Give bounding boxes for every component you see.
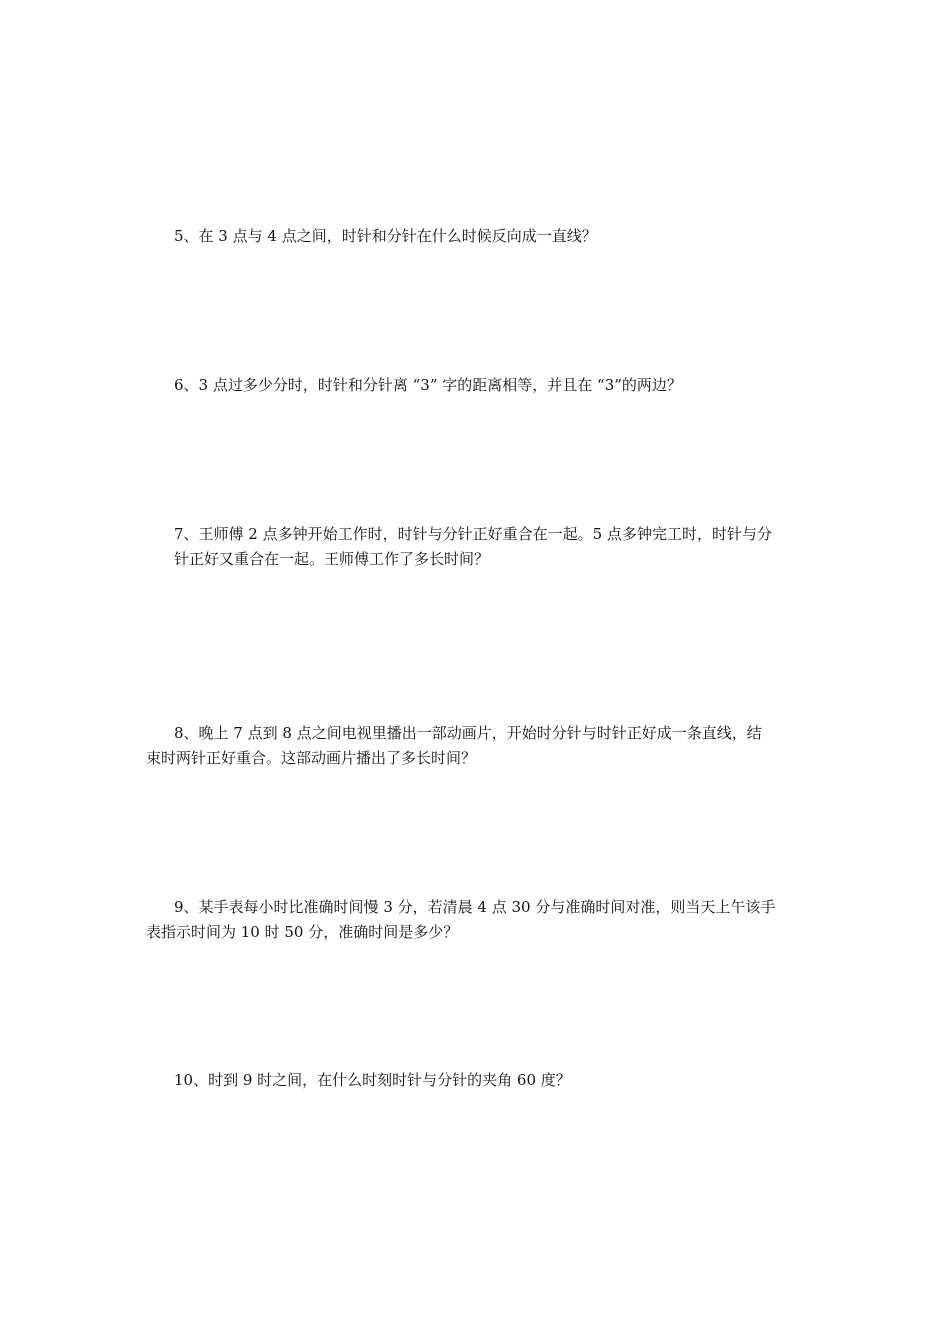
question-8-line-1: 8、晚上 7 点到 8 点之间电视里播出一部动画片，开始时分针与时针正好成一条直线，结 [174,724,762,742]
question-9-line-2: 表指示时间为 10 时 50 分，准确时间是多少？ [146,923,459,941]
question-7 [146,522,810,572]
question-10 [146,1068,810,1093]
question-7-line-1: 7、王师傅 2 点多钟开始工作时，时针与分针正好重合在一起。5 点多钟完工时，时针与分 [174,525,772,543]
question-9 [146,895,810,945]
question-10-line-1: 10、时到 9 时之间，在什么时刻时针与分针的夹角 60 度？ [174,1071,571,1089]
question-6-line-1: 6、3 点过多少分时，时针和分针离 “3” 字的距离相等，并且在 “3”的两边？ [174,376,682,394]
question-9-line-1: 9、某手表每小时比准确时间慢 3 分，若清晨 4 点 30 分与准确时间对准，则当天上午该手 [174,898,776,916]
question-5-line-1: 5、在 3 点与 4 点之间，时针和分针在什么时候反向成一直线？ [174,227,597,245]
question-5 [146,224,810,249]
question-6 [146,373,810,398]
question-8 [146,721,810,771]
question-8-line-2: 束时两针正好重合。这部动画片播出了多长时间？ [146,749,477,767]
question-7-line-2: 针正好又重合在一起。王师傅工作了多长时间？ [174,550,490,568]
